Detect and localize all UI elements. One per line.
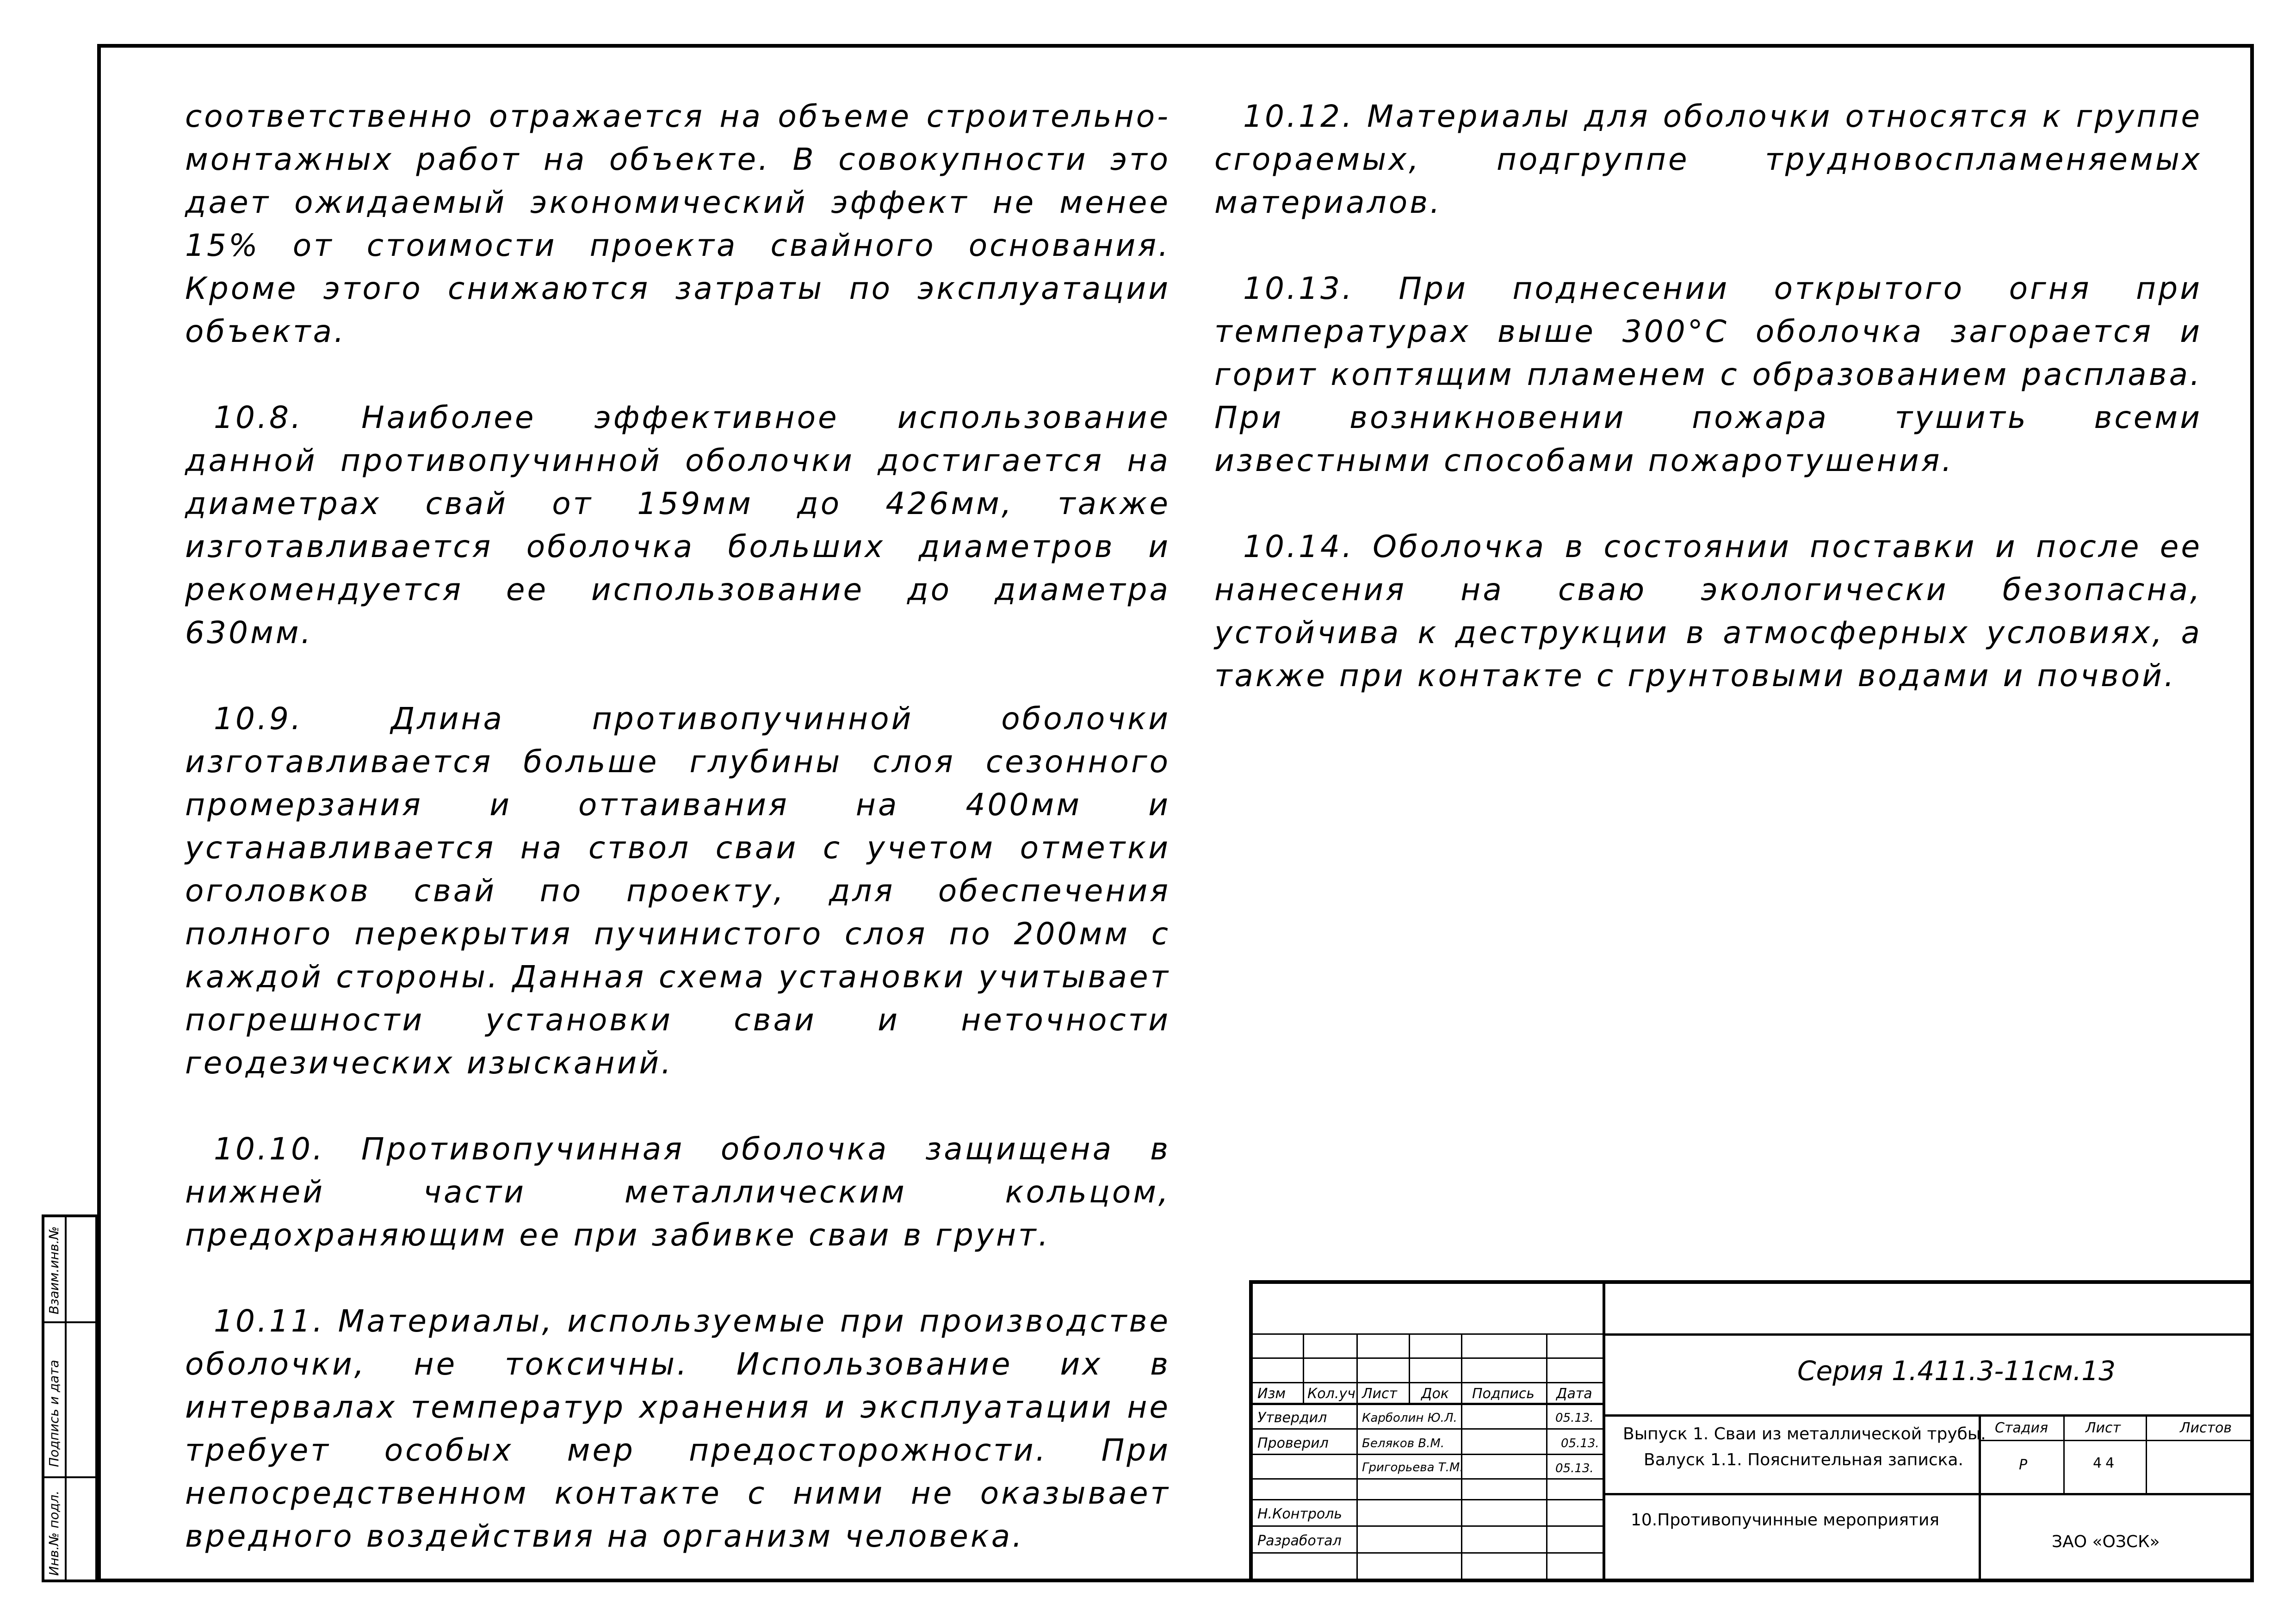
tb-sheet-header: Лист bbox=[2086, 1420, 2121, 1436]
tb-line bbox=[1604, 1414, 2254, 1417]
paragraph-10-13: 10.13. При поднесении открытого огня при температурах выше 300°С оболочка загорается и горит коптящим пламенем с образованием расплава. При возникновении пожара тушить всеми известными способами пожаротушения. bbox=[1214, 271, 2202, 478]
tb-line bbox=[1356, 1333, 1358, 1405]
tb-main-divider bbox=[1603, 1280, 1605, 1582]
paragraph-10-9: 10.9. Длина противопучинной оболочки изготавливается больше глубины слоя сезонного промерзания и оттаивания на 400мм и устанавливается на ствол сваи с учетом отметки оголовков свай по проекту, для обеспечения полного перекрытия пучинистого слоя по 200мм с каждой стороны. Данная схема установки учитывает погрешности установки сваи и неточности геодезических изысканий. bbox=[185, 701, 1170, 1081]
tb-border-bottom bbox=[1249, 1579, 2254, 1582]
tb-date-approved: 05.13. bbox=[1555, 1411, 1594, 1425]
paragraph-10-7-continuation: соответственно отражается на объеме строительно-монтажных работ на объекте. В совокупности это дает ожидаемый экономический эффект не менее 15% от стоимости проекта свайного основания. Кроме этого снижаются затраты по эксплуатации объекта. bbox=[185, 99, 1170, 349]
tb-line bbox=[1461, 1404, 1462, 1582]
tb-header-signature: Подпись bbox=[1472, 1386, 1535, 1402]
tb-name-third: Григорьева Т.М. bbox=[1362, 1461, 1464, 1474]
title-block bbox=[1249, 1280, 2254, 1582]
tb-stage-header: Стадия bbox=[1995, 1420, 2048, 1436]
paragraph-10-14: 10.14. Оболочка в состоянии поставки и после ее нанесения на сваю экологически безопасна, устойчива к деструкции в атмосферных условиях, а также при контакте с грунтовыми водами и почвой. bbox=[1214, 529, 2202, 694]
tb-series-title: Серия 1.411.3-11см.13 bbox=[1797, 1355, 2116, 1387]
tb-border-top bbox=[1249, 1280, 2254, 1284]
tb-line bbox=[1461, 1333, 1462, 1405]
tb-stage-value: Р bbox=[2019, 1457, 2028, 1473]
side-label-original-inv: Инв.№ подл. bbox=[46, 1490, 62, 1576]
tb-border-right bbox=[2250, 1280, 2254, 1582]
side-label-exchange-inv: Взаим.инв.№ bbox=[46, 1226, 62, 1314]
side-stamp-divider bbox=[44, 1476, 95, 1478]
tb-line bbox=[1249, 1552, 1604, 1554]
tb-role-approved: Утвердил bbox=[1257, 1410, 1327, 1426]
tb-section-title: 10.Противопучинные мероприятия bbox=[1631, 1511, 1940, 1530]
tb-line bbox=[1546, 1333, 1547, 1405]
tb-line bbox=[1249, 1454, 1604, 1455]
tb-border-left bbox=[1249, 1280, 1253, 1582]
tb-line bbox=[1409, 1333, 1410, 1405]
tb-line bbox=[1249, 1478, 1604, 1480]
tb-role-checked: Проверил bbox=[1257, 1435, 1329, 1451]
paragraph-10-10: 10.10. Противопучинная оболочка защищена в нижней части металлическим кольцом, предохраняющим ее при забивке сваи в грунт. bbox=[185, 1131, 1170, 1253]
paragraph-10-12: 10.12. Материалы для оболочки относятся к группе сгораемых, подгруппе трудновоспламеняемых материалов. bbox=[1214, 99, 2202, 220]
tb-name-approved: Карболин Ю.Л. bbox=[1362, 1411, 1457, 1425]
tb-line bbox=[1303, 1333, 1304, 1405]
tb-line bbox=[2063, 1414, 2065, 1493]
side-stamp-divider bbox=[44, 1321, 95, 1323]
tb-line bbox=[1979, 1440, 2254, 1441]
paragraph-10-8: 10.8. Наиболее эффективное использование данной противопучинной оболочки достигается на диаметрах свай от 159мм до 426мм, также изготавливается оболочка больших диаметров и рекомендуется ее использование до диаметра 630мм. bbox=[185, 400, 1170, 650]
tb-header-count: Кол.уч bbox=[1307, 1386, 1355, 1402]
side-label-signature-date: Подпись и дата bbox=[46, 1360, 62, 1467]
tb-header-sheet: Лист bbox=[1362, 1386, 1398, 1402]
tb-line bbox=[1356, 1404, 1358, 1582]
tb-date-checked: 05.13. bbox=[1561, 1437, 1599, 1450]
tb-line bbox=[1249, 1428, 1604, 1430]
side-stamp bbox=[42, 1214, 98, 1582]
tb-line bbox=[1249, 1499, 1604, 1500]
tb-role-developed: Разработал bbox=[1257, 1533, 1342, 1549]
tb-line bbox=[2146, 1414, 2147, 1493]
tb-line bbox=[1604, 1493, 2254, 1495]
tb-issue-line1: Выпуск 1. Сваи из металлической трубы. bbox=[1623, 1425, 1986, 1443]
tb-company: ЗАО «ОЗСК» bbox=[2052, 1532, 2160, 1551]
tb-header-date: Дата bbox=[1556, 1386, 1592, 1402]
tb-line bbox=[1604, 1333, 2254, 1336]
paragraph-10-11: 10.11. Материалы, используемые при производстве оболочки, не токсичны. Использование их в интервалах температур хранения и эксплуатации не требует особых мер предосторожности. При непосредственном контакте с ними не оказывает вредного воздействия на организм человека. bbox=[185, 1303, 1170, 1554]
tb-date-third: 05.13. bbox=[1555, 1462, 1594, 1475]
tb-header-change: Изм bbox=[1257, 1386, 1286, 1402]
right-text-column bbox=[1214, 95, 2202, 740]
tb-header-doc: Док bbox=[1421, 1386, 1449, 1402]
tb-role-norm-control: Н.Контроль bbox=[1257, 1506, 1343, 1522]
tb-issue-line2: Валуск 1.1. Пояснительная записка. bbox=[1644, 1450, 1963, 1469]
tb-sheets-header: Листов bbox=[2180, 1420, 2232, 1436]
tb-line bbox=[1546, 1404, 1547, 1582]
tb-name-checked: Беляков В.М. bbox=[1362, 1437, 1445, 1450]
tb-sheet-value: 44 bbox=[2093, 1455, 2118, 1471]
tb-line bbox=[1249, 1525, 1604, 1527]
left-text-column bbox=[185, 95, 1170, 1601]
